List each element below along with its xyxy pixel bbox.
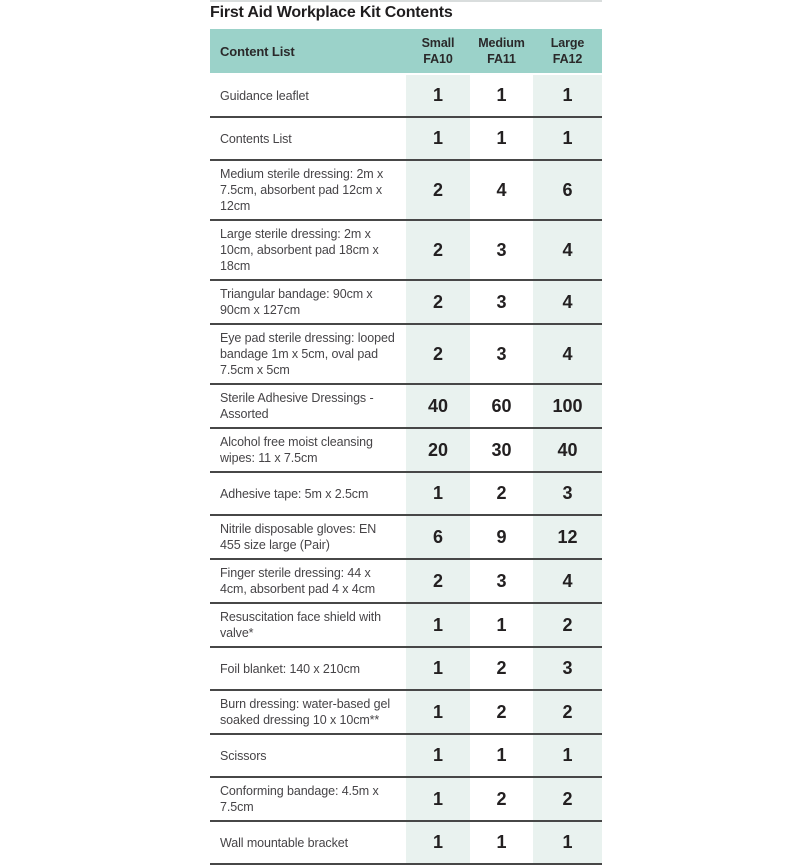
qty-cell-small: 1 <box>406 118 470 159</box>
item-label: Scissors <box>220 748 267 763</box>
qty-cell-small: 2 <box>406 325 470 383</box>
qty-cell-small: 20 <box>406 429 470 471</box>
qty-cell-medium: 2 <box>470 778 533 820</box>
qty-cell-medium: 1 <box>470 735 533 776</box>
qty-cell-medium: 2 <box>470 473 533 514</box>
qty-cell-large: 1 <box>533 735 602 776</box>
qty-cell-small: 2 <box>406 281 470 323</box>
qty-cell-medium: 2 <box>470 648 533 689</box>
qty-cell-medium: 3 <box>470 281 533 323</box>
item-label: Nitrile disposable gloves: EN 455 size large (Pair) <box>220 522 377 552</box>
qty-cell-large: 2 <box>533 604 602 646</box>
qty-cell-large: 12 <box>533 516 602 558</box>
qty-cell-small: 1 <box>406 648 470 689</box>
qty-cell-medium: 4 <box>470 161 533 219</box>
column-header-medium-code: FA11 <box>487 52 516 66</box>
table-row <box>210 161 602 221</box>
qty-cell-small: 1 <box>406 691 470 733</box>
qty-cell-medium: 3 <box>470 325 533 383</box>
qty-cell-large: 4 <box>533 325 602 383</box>
item-label: Alcohol free moist cleansing wipes: 11 x 7.5cm <box>220 435 373 465</box>
item-label: Contents List <box>220 131 292 146</box>
qty-cell-large: 2 <box>533 691 602 733</box>
column-header-medium-name: Medium <box>478 35 525 50</box>
table-row <box>210 281 602 325</box>
table-row <box>210 778 602 822</box>
table-header-row <box>210 29 602 73</box>
table-row <box>210 560 602 604</box>
item-label: Sterile Adhesive Dressings - Assorted <box>220 391 374 421</box>
table-row <box>210 75 602 118</box>
qty-cell-large: 40 <box>533 429 602 471</box>
item-label: Foil blanket: 140 x 210cm <box>220 661 360 676</box>
column-header-large <box>533 29 602 73</box>
table-row <box>210 691 602 735</box>
qty-cell-small: 1 <box>406 75 470 116</box>
table-row <box>210 648 602 691</box>
item-label: Eye pad sterile dressing: looped bandage 1m x 5cm, oval pad 7.5cm x 5cm <box>220 331 395 377</box>
qty-cell-large: 2 <box>533 778 602 820</box>
table-row <box>210 735 602 778</box>
qty-cell-medium: 1 <box>470 118 533 159</box>
qty-cell-medium: 1 <box>470 822 533 863</box>
qty-cell-small: 2 <box>406 560 470 602</box>
item-label: Large sterile dressing: 2m x 10cm, absorbent pad 18cm x 18cm <box>220 227 379 273</box>
table-row <box>210 473 602 516</box>
item-label: Adhesive tape: 5m x 2.5cm <box>220 486 369 501</box>
table-row <box>210 822 602 865</box>
qty-cell-large: 3 <box>533 648 602 689</box>
qty-cell-small: 1 <box>406 778 470 820</box>
column-header-small-code: FA10 <box>423 52 453 66</box>
item-label: Guidance leaflet <box>220 88 309 103</box>
qty-cell-small: 2 <box>406 161 470 219</box>
item-label: Wall mountable bracket <box>220 835 348 850</box>
qty-cell-medium: 2 <box>470 691 533 733</box>
table-row <box>210 604 602 648</box>
item-label: Finger sterile dressing: 44 x 4cm, absorbent pad 4 x 4cm <box>220 566 376 596</box>
qty-cell-medium: 60 <box>470 385 533 427</box>
column-header-content-list: Content List <box>220 43 295 59</box>
table-row <box>210 516 602 560</box>
item-label: Resuscitation face shield with valve* <box>220 610 381 640</box>
column-header-large-code: FA12 <box>552 52 583 66</box>
table-body <box>210 75 602 865</box>
qty-cell-large: 4 <box>533 560 602 602</box>
column-header-small <box>406 29 470 73</box>
table-row <box>210 429 602 473</box>
qty-cell-medium: 30 <box>470 429 533 471</box>
table-row <box>210 385 602 429</box>
item-label: Burn dressing: water-based gel soaked dressing 10 x 10cm** <box>220 697 391 727</box>
qty-cell-medium: 1 <box>470 604 533 646</box>
qty-cell-small: 6 <box>406 516 470 558</box>
qty-cell-medium: 3 <box>470 560 533 602</box>
table-row <box>210 221 602 281</box>
qty-cell-large: 1 <box>533 118 602 159</box>
qty-cell-large: 6 <box>533 161 602 219</box>
qty-cell-small: 1 <box>406 604 470 646</box>
qty-cell-small: 1 <box>406 473 470 514</box>
qty-cell-medium: 1 <box>470 75 533 116</box>
qty-cell-large: 1 <box>533 822 602 863</box>
qty-cell-large: 1 <box>533 75 602 116</box>
column-header-small-name: Small <box>421 35 455 50</box>
item-label: Medium sterile dressing: 2m x 7.5cm, absorbent pad 12cm x 12cm <box>220 167 384 213</box>
item-label: Triangular bandage: 90cm x 90cm x 127cm <box>220 287 373 317</box>
qty-cell-medium: 3 <box>470 221 533 279</box>
page-title: First Aid Workplace Kit Contents <box>210 4 453 21</box>
item-label: Conforming bandage: 4.5m x 7.5cm <box>220 784 379 814</box>
qty-cell-large: 3 <box>533 473 602 514</box>
qty-cell-large: 4 <box>533 221 602 279</box>
qty-cell-large: 4 <box>533 281 602 323</box>
qty-cell-large: 100 <box>533 385 602 427</box>
kit-contents-section <box>210 2 602 865</box>
qty-cell-small: 1 <box>406 735 470 776</box>
table-row <box>210 325 602 385</box>
qty-cell-medium: 9 <box>470 516 533 558</box>
column-header-medium <box>470 29 533 73</box>
qty-cell-small: 40 <box>406 385 470 427</box>
qty-cell-small: 2 <box>406 221 470 279</box>
table-row <box>210 118 602 161</box>
column-header-large-name: Large <box>550 35 585 50</box>
qty-cell-small: 1 <box>406 822 470 863</box>
